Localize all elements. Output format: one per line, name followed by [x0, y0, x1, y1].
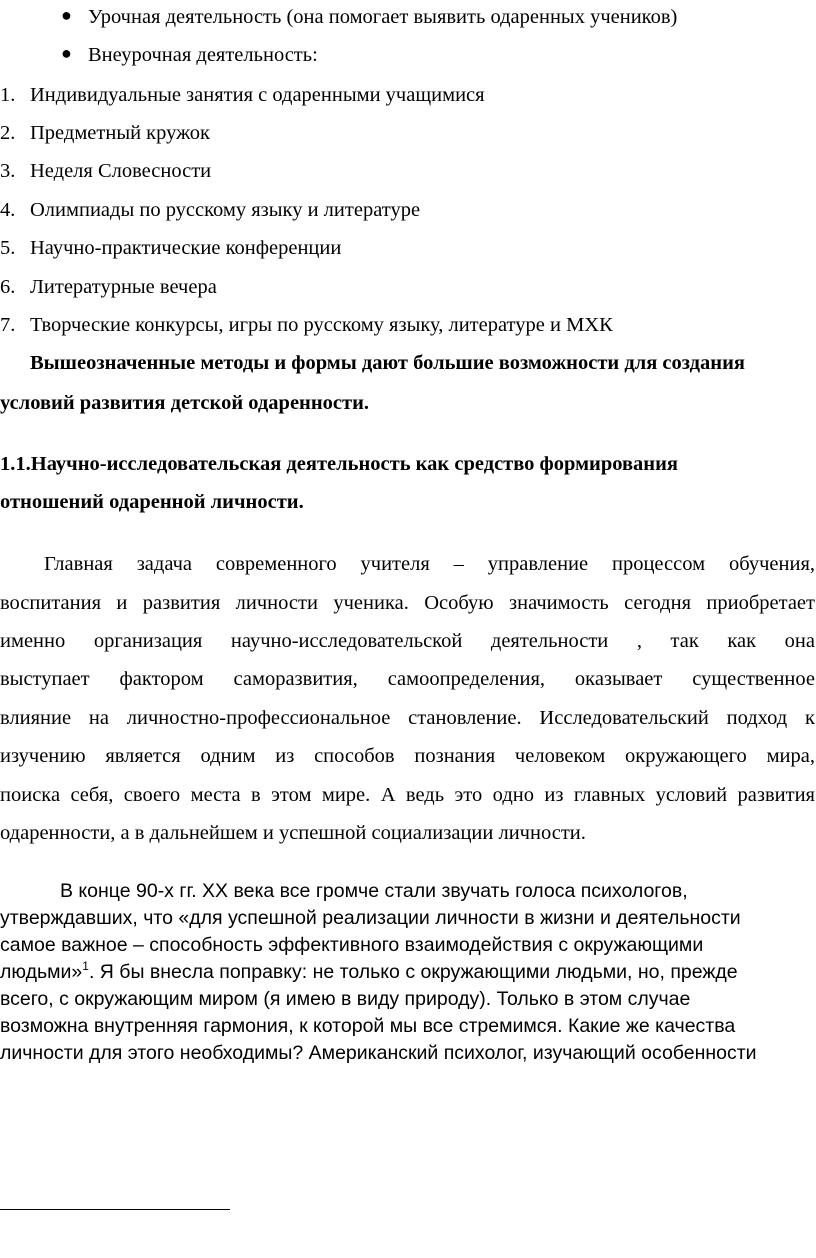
document-page: ● Урочная деятельность (она помогает выявить одаренных учеников) ● Внеурочная деятельность: 1. Индивидуальные занятия с одаренными учащимися 2. Предметный кружок 3. Неделя Словесности 4. Олимпиады по русскому языку и литературе 5. Научно-практические конференции 6. Литературные вечера 7. Творческие конкурсы, игры по русскому языку, литературе и МХК Вышеозначенные методы и формы дают большие возможности для создания условий развития детской одаренности. 1.1.Научно-исследовательская деятельность как средство формирования отношений одаренной личности. Главная задача современного учителя – управление процессом обучения, воспитания и развития личности ученика. Особую значимость сегодня приобретает именно организация научно-исследовательской деятельности , так как она выступает фактором саморазвития, самоопределения, оказывает существенное влияние на личностно-профессиональное становление. Исследовательский подход к изучению является одним из способов познания человеком окружающего мира, поиска себя, своего места в этом мире. А ведь это одно из главных условий развития одаренности, а в дальнейшем и успешной социализации личности. В конце 90-х гг. XX века все громче стали звучать голоса психологов, утверждавших, что «для успешной реализации личности в жизни и деятельности самое важное – способность эффективного взаимодействия с окружающими людьми»$^1$. Я бы внесла поправку: не только с окружающими людьми, но, прежде всего, с окружающим миром (я имею в виду природу). Только в этом случае возможна внутренняя гармония, к которой мы все стремимся. Какие же качества личности для этого необходимы? Американский психолог, изучающий особенности: [0, 0, 816, 1258]
paragraph-line: воспитания и развития личности ученика. Особую значимость сегодня приобретает: [0, 592, 815, 614]
footnote-reference[interactable]: 1: [82, 959, 89, 973]
summary-line: условий развития детской одаренности.: [0, 392, 370, 414]
section-heading: отношений одаренной личности.: [0, 491, 304, 513]
paragraph-line: Главная задача современного учителя – управление процессом обучения,: [44, 553, 815, 575]
paragraph-line: изучению является одним из способов познания человеком окружающего мира,: [0, 745, 815, 767]
paragraph-line: влияние на личностно-профессиональное становление. Исследовательский подход к: [0, 707, 815, 729]
bullet-icon: ●: [61, 43, 72, 63]
footnote-separator: [0, 1209, 230, 1210]
paragraph-line: поиска себя, своего места в этом мире. А ведь это одно из главных условий развития: [0, 784, 815, 806]
paragraph-line: всего, с окружающим миром (я имею в виду природу). Только в этом случае: [0, 988, 691, 1010]
paragraph-line: возможна внутренняя гармония, к которой мы все стремимся. Какие же качества: [0, 1015, 736, 1037]
bullet-icon: ●: [61, 5, 72, 25]
section-heading: 1.1.Научно-исследовательская деятельность как средство формирования: [0, 453, 679, 475]
paragraph-line: одаренности, а в дальнейшем и успешной социализации личности.: [0, 822, 586, 844]
paragraph-line: самое важное – способность эффективного взаимодействия с окружающими: [0, 934, 704, 956]
summary-line: Вышеозначенные методы и формы дают большие возможности для создания: [30, 352, 745, 374]
paragraph-line: выступает фактором саморазвития, самоопределения, оказывает существенное: [0, 668, 815, 690]
paragraph-line: именно организация научно-исследовательской деятельности , так как она: [0, 630, 815, 652]
paragraph-line: личности для этого необходимы? Американский психолог, изучающий особенности: [0, 1042, 757, 1064]
paragraph-line: В конце 90-х гг. XX века все громче стали звучать голоса психологов,: [60, 880, 688, 902]
paragraph-line: утверждавших, что «для успешной реализации личности в жизни и деятельности: [0, 907, 741, 929]
paragraph-line: людьми»$^1$. Я бы внесла поправку: не только с окружающими людьми, но, прежде: [0, 959, 738, 983]
